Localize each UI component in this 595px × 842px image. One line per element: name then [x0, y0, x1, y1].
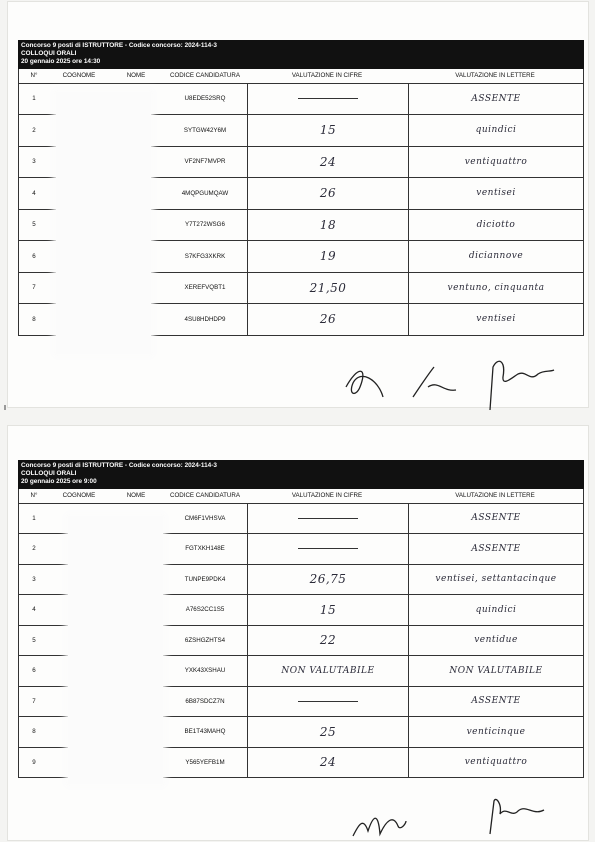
score-words-handwritten: quindici [475, 604, 517, 615]
header-name: NOME [126, 72, 146, 80]
score-digits-handwritten: 18 [319, 217, 337, 232]
signature-3 [478, 352, 558, 412]
row-number: 2 [32, 545, 36, 553]
score-words [409, 534, 583, 564]
score-words-handwritten: ASSENTE [471, 513, 521, 524]
score-digits [248, 534, 409, 564]
redacted-names-area [56, 92, 151, 354]
session-sheet-morning [8, 426, 588, 840]
header-surname: COGNOME [62, 492, 96, 500]
candidate-code: Y7T272WSG6 [163, 210, 248, 241]
score-words [409, 147, 583, 178]
score-digits [248, 656, 409, 686]
score-words-handwritten: NON VALUTABILE [449, 665, 543, 676]
row-number: 3 [32, 158, 36, 166]
candidate-code: CM6F1VHSVA [163, 504, 248, 534]
candidate-code: 6ZSHGZHTS4 [163, 626, 248, 656]
score-words-handwritten: ventiquattro [464, 757, 528, 768]
candidate-code: XEREFVQBT1 [163, 273, 248, 304]
candidate-code: TUNPE9PDK4 [163, 565, 248, 595]
session-sheet-afternoon [8, 2, 588, 407]
score-words-handwritten: ASSENTE [471, 543, 521, 554]
score-words [409, 656, 583, 686]
header-surname: COGNOME [62, 72, 96, 80]
score-words-handwritten: ventisei [476, 314, 516, 325]
row-number: 4 [32, 189, 36, 197]
header-score-words: VALUTAZIONE IN LETTERE [455, 492, 535, 500]
score-digits [248, 115, 409, 146]
score-words [409, 273, 583, 304]
score-digits-handwritten: 26 [319, 312, 337, 327]
table-header-row [18, 489, 584, 504]
row-number: 2 [32, 126, 36, 134]
candidate-code: 4SU8HDHDP9 [163, 304, 248, 335]
signature-1 [338, 357, 388, 402]
score-words-handwritten: diciannove [468, 251, 524, 262]
score-digits [248, 717, 409, 747]
row-number: 6 [32, 667, 36, 675]
scan-edge-mark [4, 405, 6, 410]
candidate-code: 6B87SDCZ7N [163, 687, 248, 717]
absent-dash [298, 98, 358, 99]
row-number: 5 [32, 636, 36, 644]
score-digits [248, 147, 409, 178]
row-number: 8 [32, 728, 36, 736]
absent-dash [298, 701, 358, 702]
competition-title: Concorso 9 posti di ISTRUTTORE - Codice concorso: 2024-114-3 [21, 42, 217, 49]
row-number: 3 [32, 575, 36, 583]
absent-dash [298, 548, 358, 549]
candidate-code: Y565YEFB1M [163, 748, 248, 778]
score-words [409, 210, 583, 241]
score-digits [248, 748, 409, 778]
score-digits-handwritten: 26,75 [309, 572, 347, 587]
signature-4 [348, 796, 408, 841]
score-words [409, 717, 583, 747]
session-type: COLLOQUI ORALI [21, 470, 77, 478]
session-type: COLLOQUI ORALI [21, 50, 77, 58]
score-words-handwritten: ventidue [474, 635, 518, 646]
table-title-band [18, 460, 584, 489]
candidate-code: S7KFG3XKRK [163, 241, 248, 272]
score-digits [248, 595, 409, 625]
competition-title: Concorso 9 posti di ISTRUTTORE - Codice concorso: 2024-114-3 [21, 462, 217, 469]
session-date: 20 gennaio 2025 ore 9:00 [21, 478, 97, 486]
header-code: CODICE CANDIDATURA [169, 492, 240, 500]
score-digits [248, 84, 409, 115]
candidate-code: FGTXKH148E [163, 534, 248, 564]
score-digits [248, 565, 409, 595]
score-digits [248, 687, 409, 717]
score-words [409, 687, 583, 717]
table-header-row [18, 69, 584, 84]
candidate-code: SYTGW42Y6M [163, 115, 248, 146]
score-words [409, 115, 583, 146]
score-words [409, 84, 583, 115]
score-digits [248, 241, 409, 272]
row-number: 7 [32, 697, 36, 705]
header-score-digits: VALUTAZIONE IN CIFRE [291, 492, 363, 500]
score-digits-handwritten: 19 [319, 249, 337, 264]
score-digits-handwritten: 25 [319, 724, 337, 739]
score-digits-handwritten: 24 [319, 755, 337, 770]
session-date: 20 gennaio 2025 ore 14:30 [21, 58, 101, 66]
score-digits [248, 273, 409, 304]
score-digits-handwritten: NON VALUTABILE [281, 665, 375, 676]
score-words [409, 304, 583, 335]
header-name: NOME [126, 492, 146, 500]
score-words-handwritten: ASSENTE [471, 696, 521, 707]
score-digits-handwritten: 26 [319, 186, 337, 201]
row-number: 1 [32, 95, 36, 103]
score-words-handwritten: ventisei, settantacinque [435, 574, 557, 585]
header-score-digits: VALUTAZIONE IN CIFRE [291, 72, 363, 80]
header-number: N° [30, 492, 38, 500]
score-words [409, 504, 583, 534]
score-words-handwritten: ventiquattro [464, 156, 528, 167]
score-digits-handwritten: 24 [319, 154, 337, 169]
candidate-code: 4MQPGUMQAW [163, 178, 248, 209]
score-digits [248, 178, 409, 209]
row-number: 8 [32, 315, 36, 323]
score-words [409, 178, 583, 209]
score-digits [248, 210, 409, 241]
score-digits-handwritten: 15 [319, 602, 337, 617]
row-number: 5 [32, 221, 36, 229]
row-number: 4 [32, 606, 36, 614]
score-words-handwritten: quindici [475, 125, 517, 136]
score-words-handwritten: venticinque [466, 726, 526, 737]
candidate-code: YXK43XSHAU [163, 656, 248, 686]
score-words [409, 565, 583, 595]
score-words-handwritten: ventuno, cinquanta [447, 282, 545, 293]
absent-dash [298, 518, 358, 519]
candidate-code: U8EDE52SRQ [163, 84, 248, 115]
score-digits [248, 304, 409, 335]
score-digits [248, 626, 409, 656]
row-number: 6 [32, 252, 36, 260]
score-words [409, 748, 583, 778]
candidate-code: VF2NF7MVPR [163, 147, 248, 178]
redacted-names-area [68, 516, 163, 784]
row-number: 7 [32, 284, 36, 292]
score-words-handwritten: ventisei [476, 188, 516, 199]
score-digits [248, 504, 409, 534]
score-digits-handwritten: 22 [319, 633, 337, 648]
header-code: CODICE CANDIDATURA [169, 72, 240, 80]
candidate-code: A76S2CC1S5 [163, 595, 248, 625]
candidate-code: BE1T43MAHQ [163, 717, 248, 747]
header-number: N° [30, 72, 38, 80]
score-words [409, 626, 583, 656]
score-words [409, 241, 583, 272]
score-words-handwritten: ASSENTE [471, 93, 521, 104]
row-number: 1 [32, 514, 36, 522]
signature-2 [408, 362, 458, 402]
score-words-handwritten: diciotto [476, 219, 516, 230]
row-number: 9 [32, 758, 36, 766]
signature-5 [478, 796, 548, 836]
table-title-band [18, 40, 584, 69]
score-digits-handwritten: 21,50 [309, 280, 347, 295]
header-score-words: VALUTAZIONE IN LETTERE [455, 72, 535, 80]
score-digits-handwritten: 15 [319, 123, 337, 138]
score-words [409, 595, 583, 625]
